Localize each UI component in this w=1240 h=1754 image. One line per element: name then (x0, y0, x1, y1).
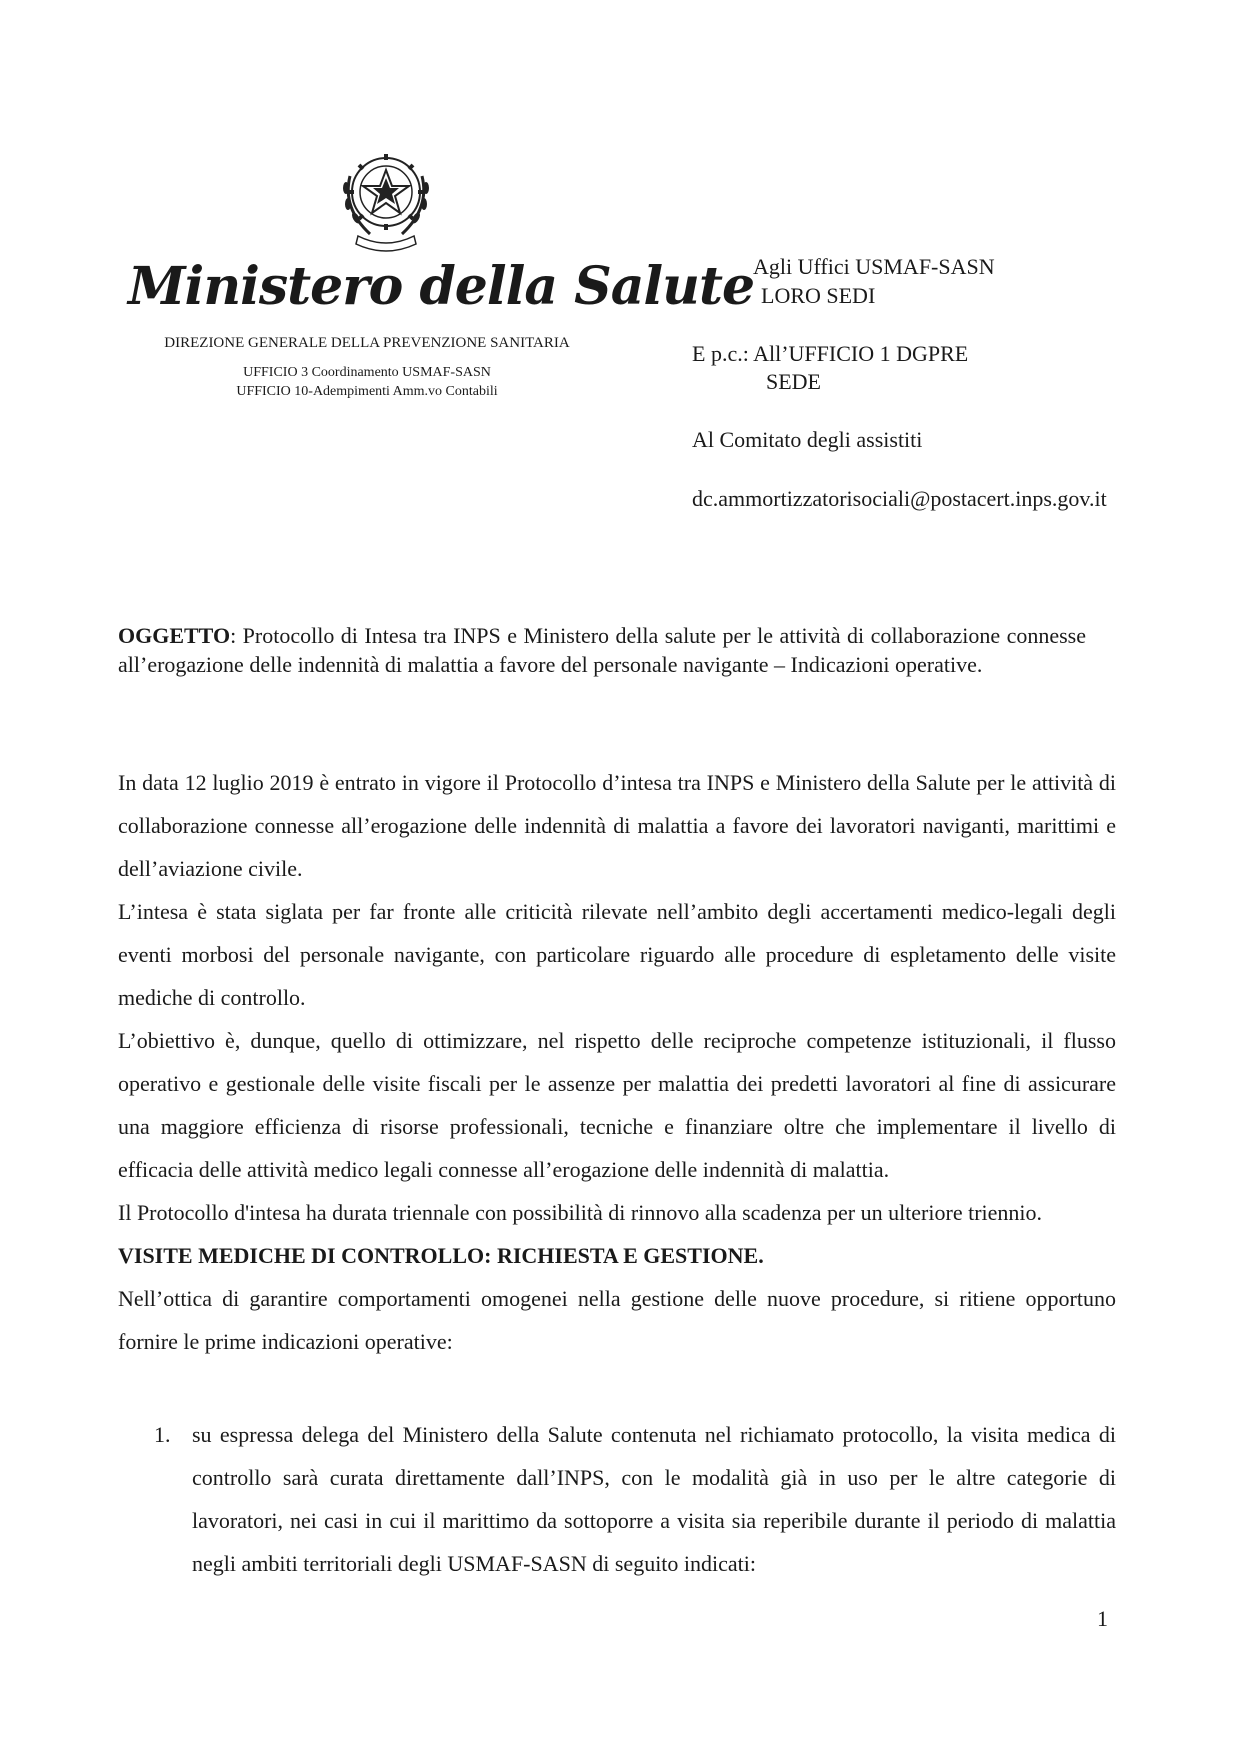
subject-text: : Protocollo di Intesa tra INPS e Ministero della salute per le attività di collaborazione connesse all’erogazione delle indennità di malattia a favore del personale navigante – Indicazioni operative. (118, 623, 1086, 677)
body-paragraph: L’intesa è stata siglata per far fronte alle criticità rilevate nell’ambito degli accertamenti medico-legali degli eventi morbosi del personale navigante, con particolare riguardo alle procedure di espletamento delle visite mediche di controllo. (118, 899, 1116, 1010)
list-item (154, 1413, 1116, 1585)
direction-name: DIREZIONE GENERALE DELLA PREVENZIONE SANITARIA (164, 335, 570, 351)
recipient-offices: Agli Uffici USMAF-SASN (753, 254, 995, 279)
committee-recipient: Al Comitato degli assistiti (692, 427, 923, 452)
section-heading: VISITE MEDICHE DI CONTROLLO: RICHIESTA E GESTIONE. (118, 1243, 764, 1268)
letter-body (118, 761, 1116, 1363)
body-paragraph: Il Protocollo d'intesa ha durata triennale con possibilità di rinnovo alla scadenza per un ulteriore triennio. (118, 1200, 1043, 1225)
recipient-email: dc.ammortizzatorisociali@postacert.inps.gov.it (692, 486, 1107, 511)
list-item-number: 1. (154, 1422, 171, 1447)
list-item-text: su espressa delega del Ministero della Salute contenuta nel richiamato protocollo, la visita medica di controllo sarà curata direttamente dall’INPS, con le modalità già in uso per le altre categorie di lavoratori, nei casi in cui il marittimo da sottoporre a visita sia reperibile durante il periodo di malattia negli ambiti territoriali degli USMAF-SASN di seguito indicati: (192, 1422, 1116, 1576)
operational-instructions-list (154, 1413, 1116, 1585)
office-3-name: UFFICIO 3 Coordinamento USMAF-SASN (243, 365, 491, 380)
subject-label: OGGETTO (118, 623, 231, 648)
body-paragraph: L’obiettivo è, dunque, quello di ottimizzare, nel rispetto delle reciproche competenze istituzionali, il flusso operativo e gestionale delle visite fiscali per le assenze per malattia dei predetti lavoratori al fine di assicurare una maggiore efficienza di risorse professionali, tecniche e finanziare oltre che implementare il livello di efficacia delle attività medico legali connesse all’erogazione delle indennità di malattia. (118, 1028, 1116, 1182)
body-intro: Nell’ottica di garantire comportamenti omogenei nella gestione delle nuove procedure, si ritiene opportuno fornire le prime indicazioni operative: (118, 1286, 1116, 1354)
italian-republic-emblem-icon (336, 146, 436, 254)
recipient-offices-location: LORO SEDI (761, 283, 876, 308)
cc-recipient-location: SEDE (766, 369, 821, 394)
body-paragraph: In data 12 luglio 2019 è entrato in vigore il Protocollo d’intesa tra INPS e Ministero della Salute per le attività di collaborazione connesse all’erogazione delle indennità di malattia a favore dei lavoratori naviganti, marittimi e dell’aviazione civile. (118, 770, 1116, 881)
office-10-name: UFFICIO 10-Adempimenti Amm.vo Contabili (236, 384, 498, 399)
ministry-name: Ministero della Salute (128, 256, 755, 317)
cc-recipient: E p.c.: All’UFFICIO 1 DGPRE (692, 341, 969, 366)
page-number: 1 (1097, 1606, 1108, 1631)
subject-block (118, 621, 1086, 679)
